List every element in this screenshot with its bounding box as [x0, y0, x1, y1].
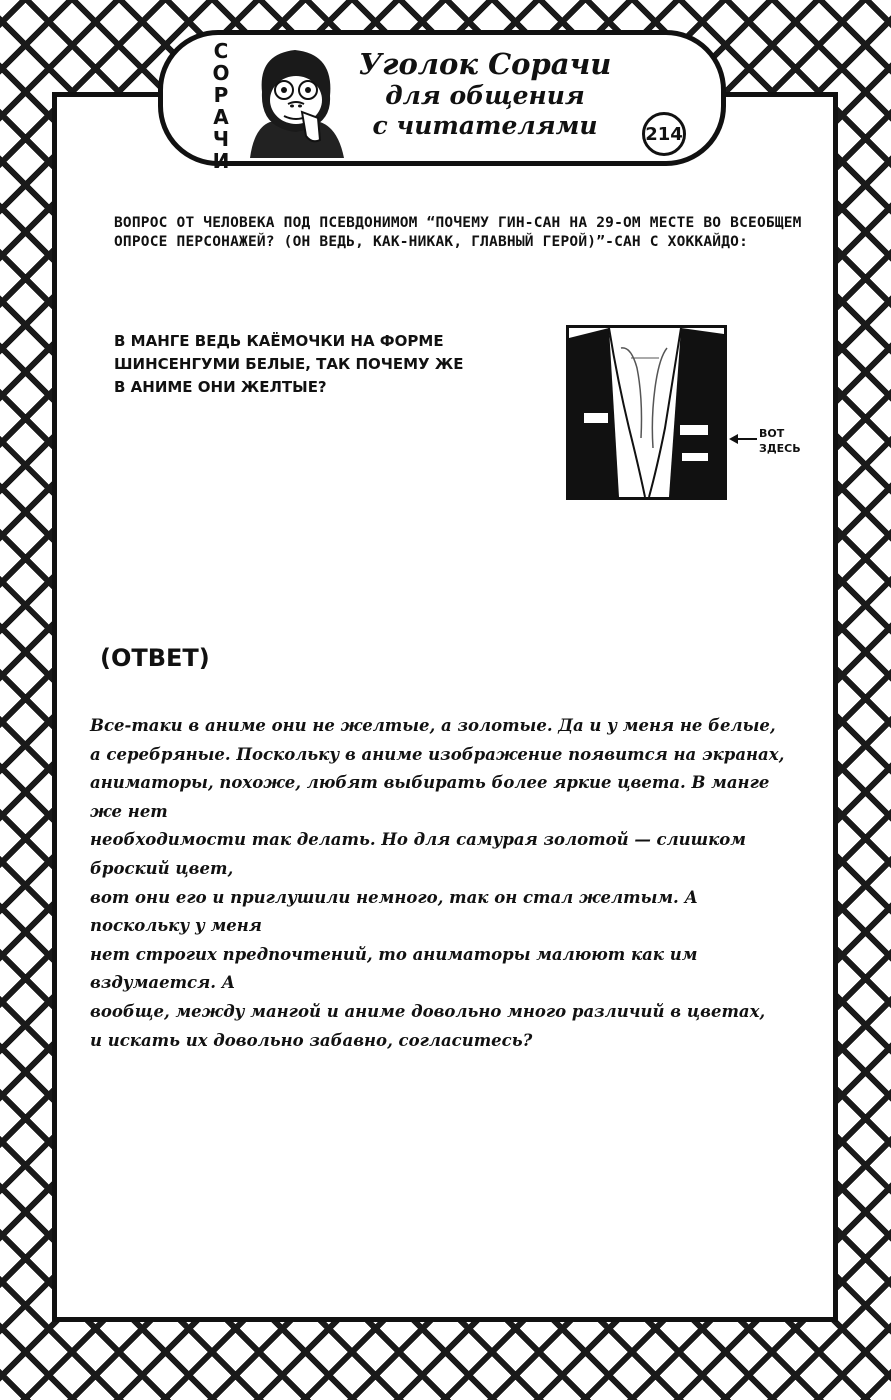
author-gorilla-avatar [240, 40, 350, 160]
author-name-vertical [208, 40, 234, 172]
column-title [350, 48, 620, 141]
author-letter: И [212, 149, 230, 173]
content-panel [52, 92, 838, 1322]
page-number-badge: 214 [642, 112, 686, 156]
answer-heading: (ОТВЕТ) [100, 644, 210, 672]
pointer-arrow-icon [729, 432, 759, 446]
pointer-label: ВОТ ЗДЕСЬ [759, 427, 801, 455]
author-letter: С [213, 39, 229, 63]
author-letter: О [212, 61, 230, 85]
author-letter: Р [213, 83, 229, 107]
column-title-line-3: с читателями [372, 111, 598, 140]
column-title-line-1: Уголок Сорачи [358, 47, 612, 81]
author-letter: А [213, 105, 229, 129]
column-title-line-2: для общения [385, 81, 585, 110]
question-text: В МАНГЕ ВЕДЬ КАЁМОЧКИ НА ФОРМЕ ШИНСЕНГУМИ БЕЛЫЕ, ТАК ПОЧЕМУ ЖЕ В АНИМЕ ОНИ ЖЕЛТЫЕ? [114, 332, 464, 396]
question-intro: ВОПРОС ОТ ЧЕЛОВЕКА ПОД ПСЕВДОНИМОМ “ПОЧЕМУ ГИН-САН НА 29-ОМ МЕСТЕ ВО ВСЕОБЩЕМ ОПРОСЕ ПЕРСОНАЖЕЙ? (ОН ВЕДЬ, КАК-НИКАК, ГЛАВНЫЙ ГЕРОЙ)”-САН С ХОККАЙДО: [114, 215, 802, 250]
author-letter: Ч [212, 127, 230, 151]
answer-text: Все-таки в аниме они не желтые, а золотые. Да и у меня не белые, а серебряные. Поскольку в аниме изображение появится на экранах, аниматоры, похоже, любят выбирать более яркие цвета. В манге же нет необходимости так делать. Но для самурая золотой — слишком броский цвет, вот они его и приглушили немного, так он стал желтым. А поскольку у меня нет строгих предпочтений, то аниматоры малюют как им вздумается. А вообще, между мангой и аниме довольно много различий в цветах, и искать их довольно забавно, согласитесь? [90, 716, 785, 1050]
uniform-illustration [566, 325, 727, 500]
